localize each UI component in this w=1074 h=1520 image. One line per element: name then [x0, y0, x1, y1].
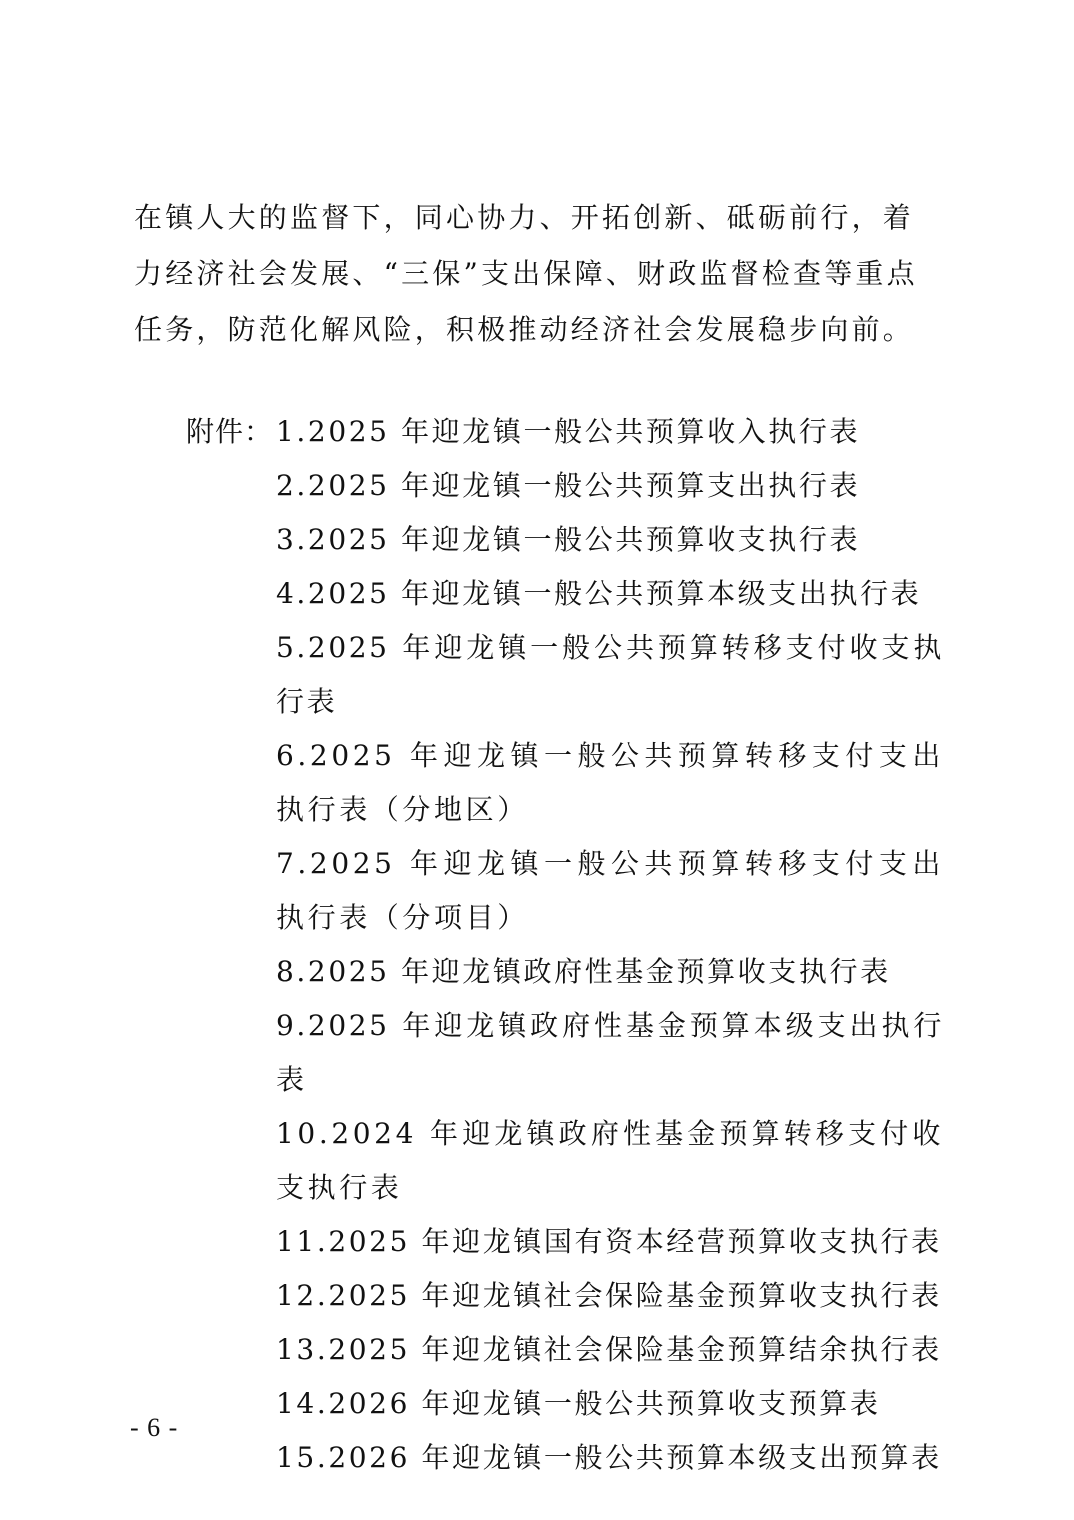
attachment-item-8: 8.2025 年迎龙镇政府性基金预算收支执行表: [276, 955, 891, 988]
attachment-item-9: 9.2025 年迎龙镇政府性基金预算本级支出执行表: [276, 1009, 944, 1096]
attachment-item-15: 15.2026 年迎龙镇一般公共预算本级支出预算表: [276, 1441, 942, 1474]
attachments-list: [276, 405, 944, 1485]
body-paragraph: 在镇人大的监督下，同心协力、开拓创新、砥砺前行，着力经济社会发展、“三保”支出保障、财政监督检查等重点任务，防范化解风险，积极推动经济社会发展稳步向前。: [134, 201, 918, 346]
attachments-label: 附件：: [186, 415, 274, 448]
page-number: - 6 -: [130, 1413, 179, 1442]
attachment-item-4: 4.2025 年迎龙镇一般公共预算本级支出执行表: [276, 577, 922, 610]
attachment-item-13: 13.2025 年迎龙镇社会保险基金预算结余执行表: [276, 1333, 942, 1366]
attachment-item-7: 7.2025 年迎龙镇一般公共预算转移支付支出执行表（分项目）: [276, 847, 944, 934]
attachment-item-6: 6.2025 年迎龙镇一般公共预算转移支付支出执行表（分地区）: [276, 739, 944, 826]
attachment-item-14: 14.2026 年迎龙镇一般公共预算收支预算表: [276, 1387, 881, 1420]
attachment-item-1: 1.2025 年迎龙镇一般公共预算收入执行表: [276, 415, 861, 448]
attachment-item-12: 12.2025 年迎龙镇社会保险基金预算收支执行表: [276, 1279, 942, 1312]
attachment-item-2: 2.2025 年迎龙镇一般公共预算支出执行表: [276, 469, 861, 502]
attachment-item-11: 11.2025 年迎龙镇国有资本经营预算收支执行表: [276, 1225, 942, 1258]
attachment-item-3: 3.2025 年迎龙镇一般公共预算收支执行表: [276, 523, 861, 556]
attachment-item-10: 10.2024 年迎龙镇政府性基金预算转移支付收支执行表: [276, 1117, 944, 1204]
attachment-item-5: 5.2025 年迎龙镇一般公共预算转移支付收支执行表: [276, 631, 944, 718]
